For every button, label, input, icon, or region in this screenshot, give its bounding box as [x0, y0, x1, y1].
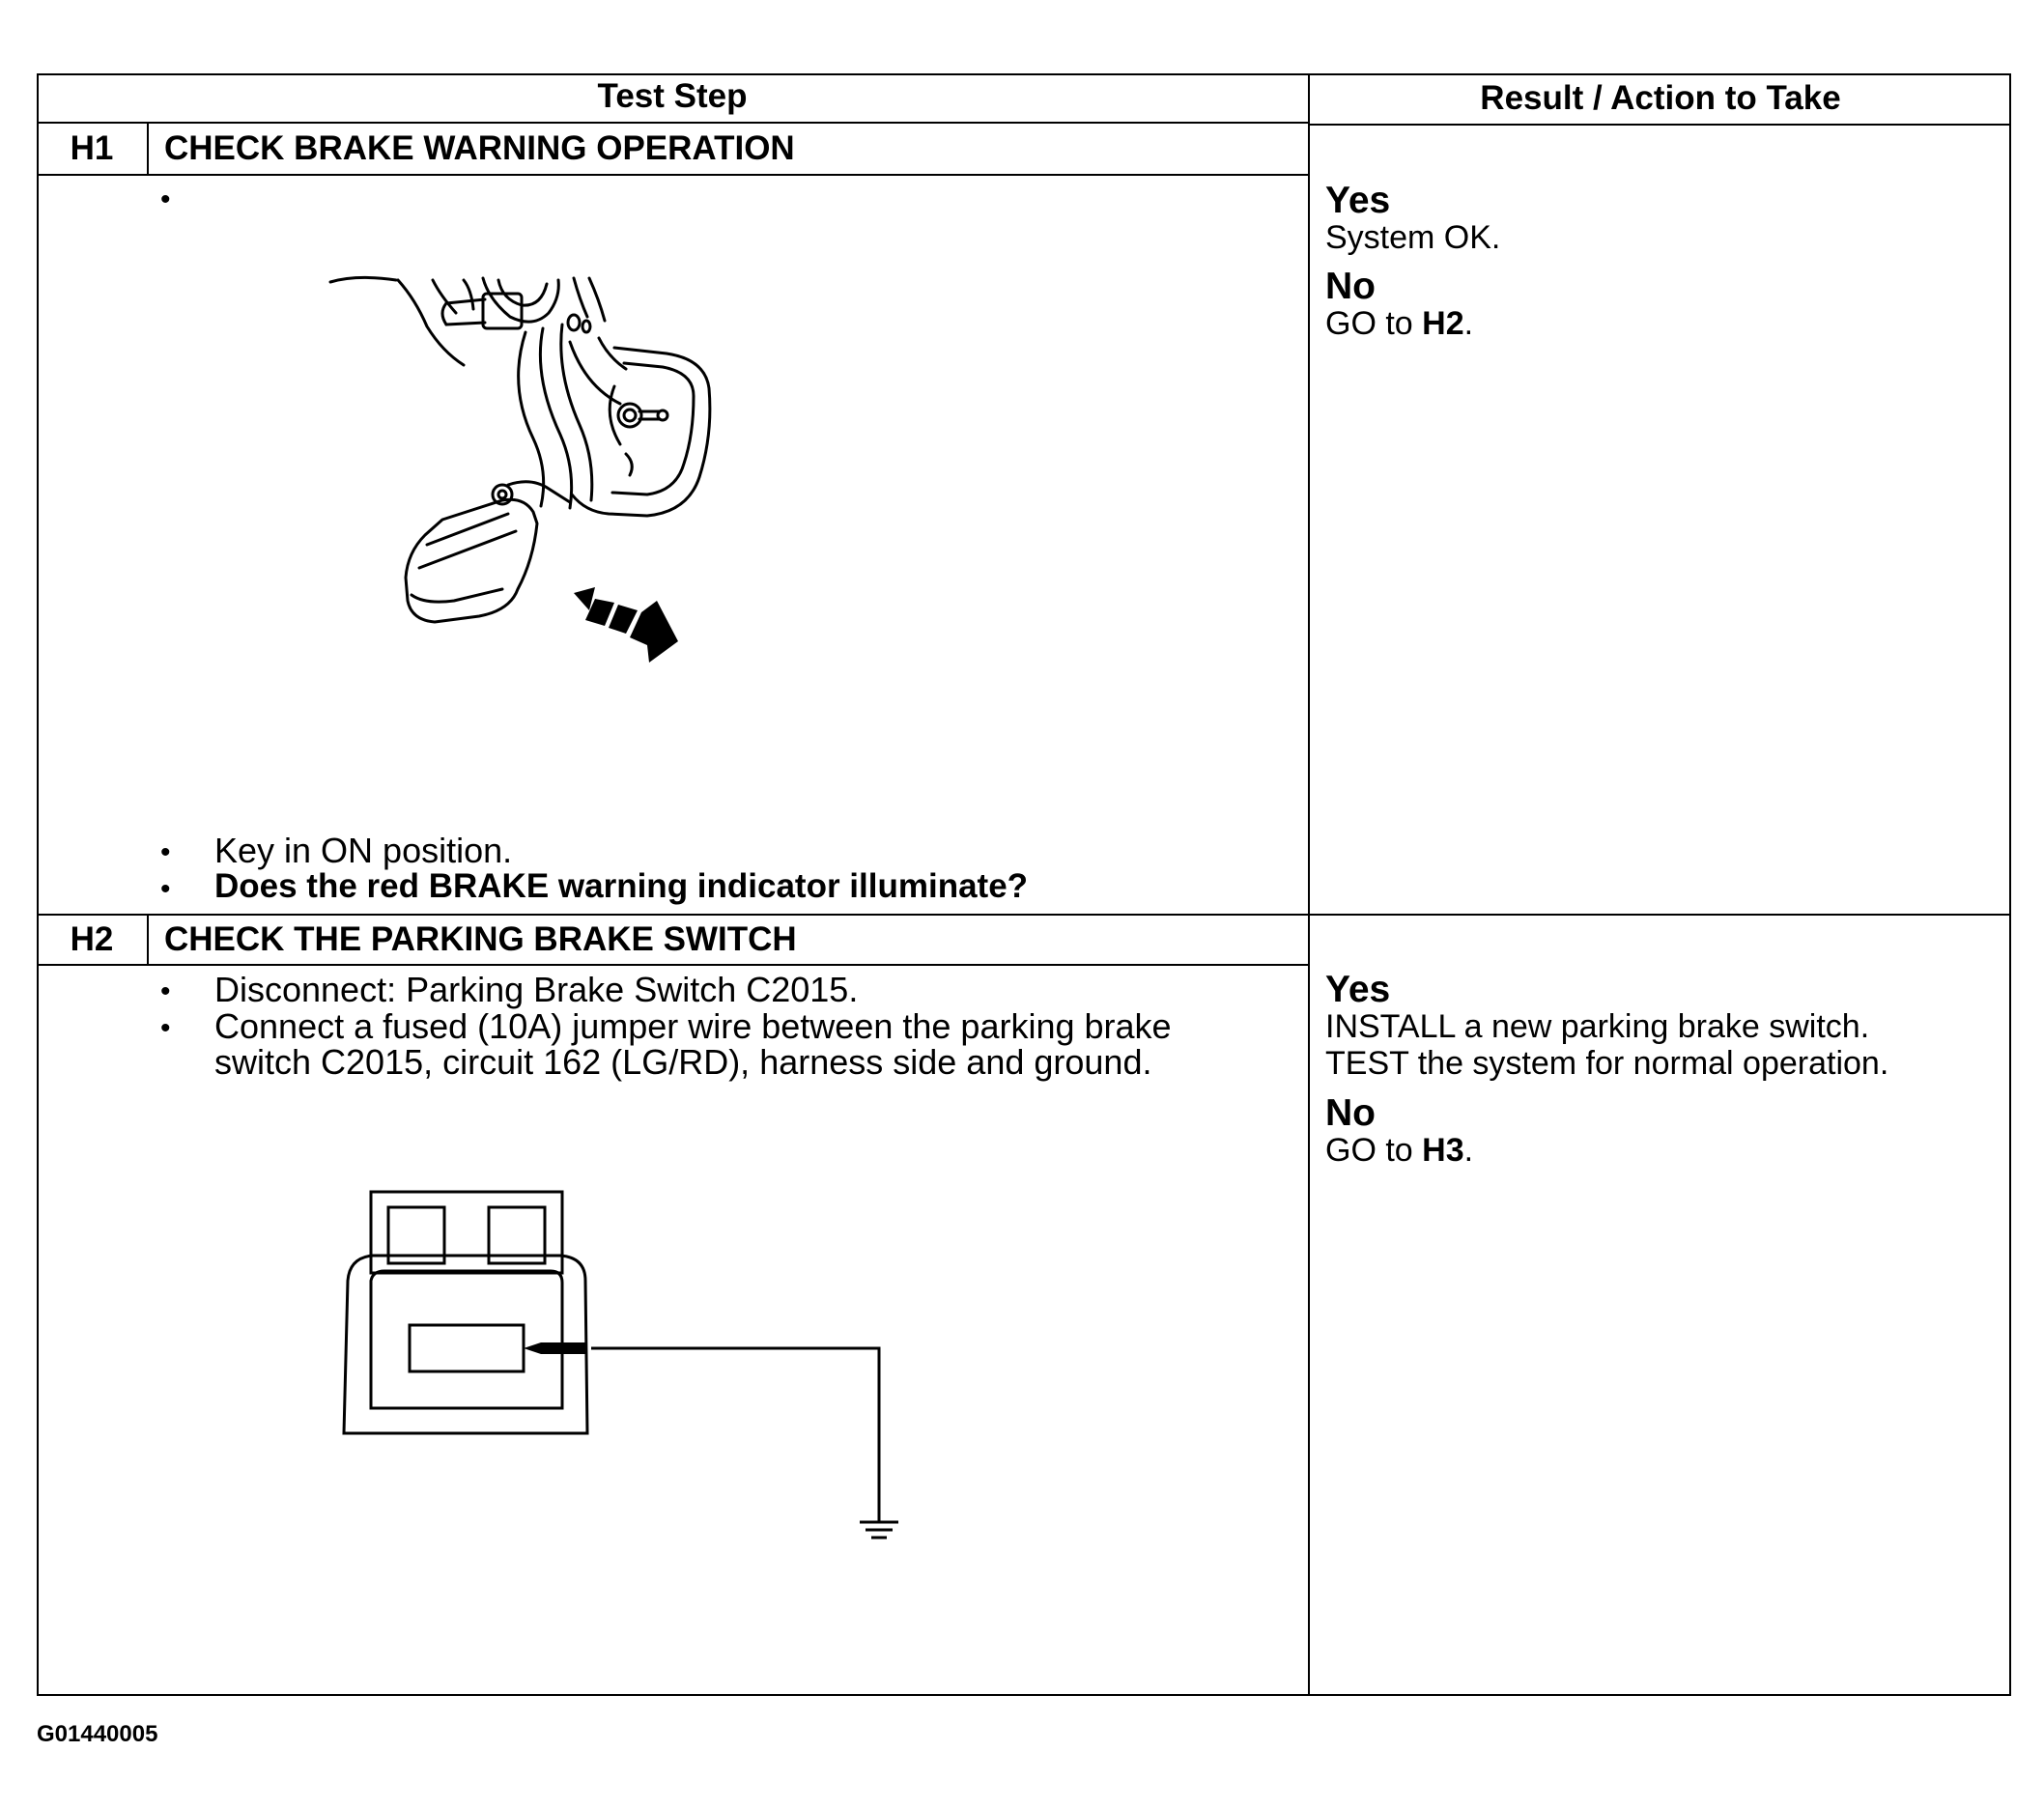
header-divider-right	[1309, 124, 2011, 126]
h2-bullet-1: Disconnect: Parking Brake Switch C2015.	[214, 970, 859, 1009]
step-id-h1: H1	[70, 129, 114, 167]
step-id-divider-h2	[147, 915, 149, 965]
h2-result-yes-line-2: TEST the system for normal operation.	[1325, 1045, 1889, 1082]
connector-jumper-ground-diagram	[338, 1188, 908, 1555]
col-header-test-step: Test Step	[597, 77, 748, 115]
step-id-h2: H2	[70, 920, 114, 958]
h2-bullet-2-cont: switch C2015, circuit 162 (LG/RD), harness side and ground.	[214, 1042, 1152, 1082]
bullet-icon: •	[160, 836, 171, 868]
h2-result-no-label: No	[1325, 1092, 1376, 1134]
header-divider	[37, 122, 1310, 124]
bullet-icon: •	[160, 184, 171, 215]
h2-bullet-2: Connect a fused (10A) jumper wire between the parking brake	[214, 1006, 1172, 1046]
h1-bullet-2: Does the red BRAKE warning indicator illuminate?	[214, 867, 1029, 905]
h1-result-yes-label: Yes	[1325, 180, 1391, 221]
h2-title-divider	[37, 964, 1309, 966]
step-divider	[37, 914, 2011, 916]
h1-title-divider	[37, 174, 1309, 176]
h2-result-no-text: GO to H3.	[1325, 1132, 1474, 1169]
bullet-icon: •	[160, 1012, 171, 1044]
step-title-h2: CHECK THE PARKING BRAKE SWITCH	[164, 920, 797, 958]
brake-pedal-illustration	[319, 270, 705, 676]
h2-result-yes-label: Yes	[1325, 969, 1391, 1010]
step-ref-h3[interactable]: H3	[1422, 1132, 1464, 1169]
h1-result-no-text: GO to H2.	[1325, 305, 1474, 342]
figure-id: G01440005	[37, 1721, 158, 1747]
col-header-result: Result / Action to Take	[1480, 79, 1841, 117]
step-ref-h2[interactable]: H2	[1422, 305, 1464, 342]
step-title-h1: CHECK BRAKE WARNING OPERATION	[164, 129, 795, 167]
bullet-icon: •	[160, 975, 171, 1007]
bullet-icon: •	[160, 873, 171, 905]
h1-result-no-label: No	[1325, 266, 1376, 307]
h1-bullet-1: Key in ON position.	[214, 831, 513, 870]
h1-result-yes-text: System OK.	[1325, 219, 1501, 256]
h2-result-yes-line-1: INSTALL a new parking brake switch.	[1325, 1008, 1870, 1045]
step-id-divider-h1	[147, 123, 149, 175]
column-divider	[1308, 73, 1310, 1696]
